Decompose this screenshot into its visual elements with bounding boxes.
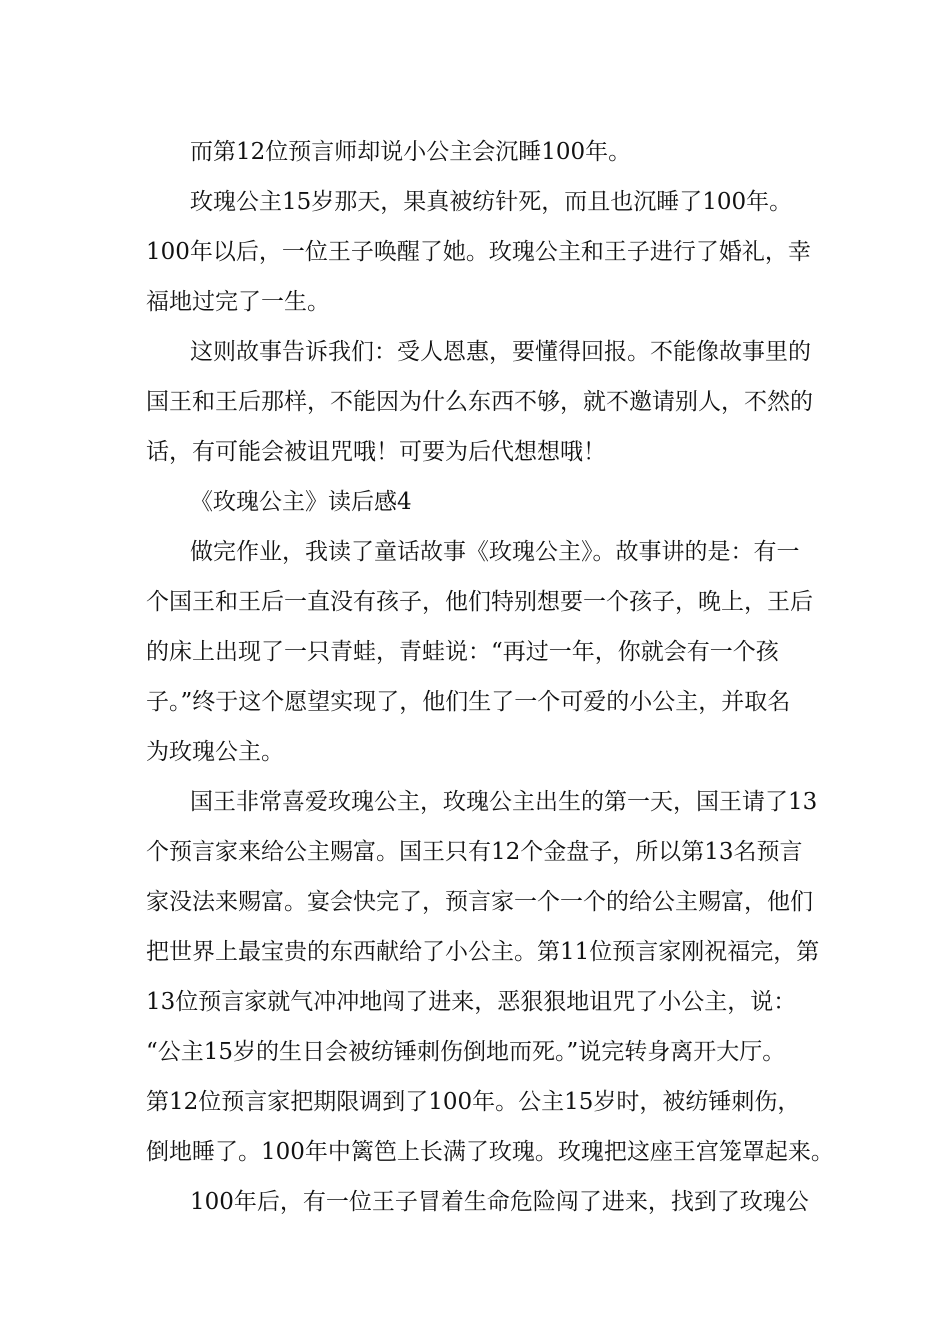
paragraph-line: 100年以后，一位王子唤醒了她。玫瑰公主和王子进行了婚礼，幸 xyxy=(146,239,811,265)
paragraph-line: 子。”终于这个愿望实现了，他们生了一个可爱的小公主，并取名 xyxy=(146,689,791,715)
paragraph-line: “公主15岁的生日会被纺锤刺伤倒地而死。”说完转身离开大厅。 xyxy=(146,1039,786,1065)
paragraph-line: 个国王和王后一直没有孩子，他们特别想要一个孩子，晚上，王后 xyxy=(146,589,813,615)
paragraph-line: 把世界上最宝贵的东西献给了小公主。第11位预言家刚祝福完，第 xyxy=(146,939,820,965)
paragraph-line: 为玫瑰公主。 xyxy=(146,739,284,765)
paragraph-line: 而第12位预言师却说小公主会沉睡100年。 xyxy=(190,139,632,165)
paragraph-line: 的床上出现了一只青蛙，青蛙说：“再过一年，你就会有一个孩 xyxy=(146,639,779,665)
paragraph-line: 福地过完了一生。 xyxy=(146,289,330,315)
paragraph-line: 这则故事告诉我们：受人恩惠，要懂得回报。不能像故事里的 xyxy=(190,339,811,365)
paragraph-line: 第12位预言家把期限调到了100年。公主15岁时，被纺锤刺伤， xyxy=(146,1089,801,1115)
paragraph-line: 玫瑰公主15岁那天，果真被纺针死，而且也沉睡了100年。 xyxy=(190,189,793,215)
paragraph-line: 100年后，有一位王子冒着生命危险闯了进来，找到了玫瑰公 xyxy=(190,1189,809,1215)
paragraph-line: 个预言家来给公主赐富。国王只有12个金盘子，所以第13名预言 xyxy=(146,839,803,865)
paragraph-line: 13位预言家就气冲冲地闯了进来，恶狠狠地诅咒了小公主，说： xyxy=(146,989,797,1015)
paragraph-line: 倒地睡了。100年中篱笆上长满了玫瑰。玫瑰把这座王宫笼罩起来。 xyxy=(146,1139,834,1165)
paragraph-line: 话，有可能会被诅咒哦！可要为后代想想哦！ xyxy=(146,439,606,465)
paragraph-line: 家没法来赐富。宴会快完了，预言家一个一个的给公主赐富，他们 xyxy=(146,889,813,915)
paragraph-line: 做完作业，我读了童话故事《玫瑰公主》。故事讲的是：有一 xyxy=(190,539,800,565)
section-heading: 《玫瑰公主》读后感4 xyxy=(190,489,412,515)
paragraph-line: 国王和王后那样，不能因为什么东西不够，就不邀请别人，不然的 xyxy=(146,389,813,415)
paragraph-line: 国王非常喜爱玫瑰公主，玫瑰公主出生的第一天，国王请了13 xyxy=(190,789,818,815)
